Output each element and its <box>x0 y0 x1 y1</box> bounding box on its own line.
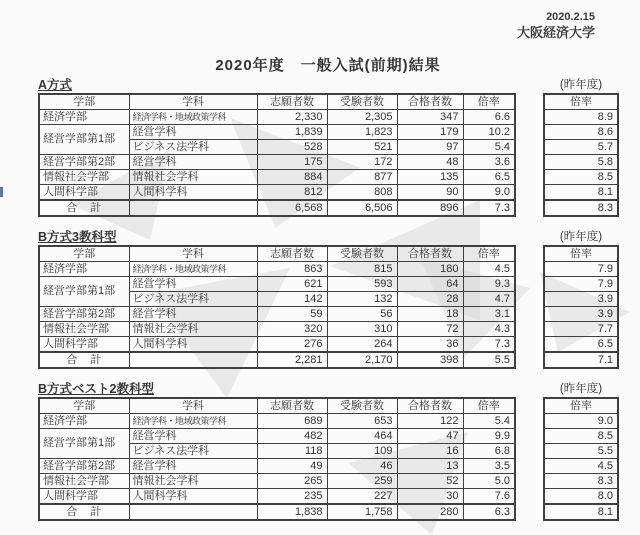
last-year-total: 8.1 <box>544 504 618 520</box>
faculty-cell: 情報社会学部 <box>39 322 129 337</box>
col-faculty: 学部 <box>39 94 129 110</box>
applicants-cell: 1,839 <box>257 125 327 140</box>
dept-cell: 情報社会学科 <box>129 474 257 489</box>
total-label: 合 計 <box>39 200 129 216</box>
examinees-cell: 56 <box>327 307 397 322</box>
accepted-cell: 13 <box>397 459 463 474</box>
page-title: 2020年度 一般入試(前期)結果 <box>215 57 441 74</box>
document-header <box>517 10 595 41</box>
table-row <box>544 277 618 292</box>
faculty-cell: 経済学部 <box>39 414 129 429</box>
table-row <box>39 155 515 170</box>
total-row <box>39 504 515 520</box>
faculty-cell: 情報社会学部 <box>39 474 129 489</box>
ratio-cell: 4.5 <box>463 262 515 277</box>
last-year-cell: 8.9 <box>544 110 618 125</box>
accepted-cell: 28 <box>397 292 463 307</box>
table-row <box>39 489 515 505</box>
applicants-cell: 2,330 <box>257 110 327 125</box>
ratio-cell: 6.6 <box>463 110 515 125</box>
accepted-cell: 64 <box>397 277 463 292</box>
university-name: 大阪経済大学 <box>516 25 595 40</box>
total-label: 合 計 <box>39 352 129 368</box>
faculty-cell: 経営学部第2部 <box>39 459 129 474</box>
total-row <box>544 352 618 368</box>
last-year-cell: 8.5 <box>544 429 618 444</box>
examinees-cell: 46 <box>327 459 397 474</box>
last-year-cell: 8.3 <box>544 474 618 489</box>
dept-cell: 経営学科 <box>129 429 257 444</box>
examinees-cell: 808 <box>327 185 397 201</box>
col-department: 学科 <box>129 398 257 414</box>
section-b2 <box>38 382 630 521</box>
table-row <box>39 307 515 322</box>
faculty-cell: 経済学部 <box>39 262 129 277</box>
last-year-cell: 7.7 <box>544 322 618 337</box>
accepted-cell: 30 <box>397 489 463 505</box>
table-row <box>39 474 515 489</box>
examinees-cell: 1,823 <box>327 125 397 140</box>
table-row <box>39 110 515 125</box>
table-row <box>39 277 515 292</box>
col-faculty: 学部 <box>39 246 129 262</box>
last-year-cell: 4.5 <box>544 459 618 474</box>
table-row <box>544 489 618 505</box>
table-row <box>39 322 515 337</box>
applicants-cell: 812 <box>257 185 327 201</box>
total-applicants: 6,568 <box>257 200 327 216</box>
accepted-cell: 135 <box>397 170 463 185</box>
table-row <box>544 125 618 140</box>
examinees-cell: 227 <box>327 489 397 505</box>
applicants-cell: 320 <box>257 322 327 337</box>
section-b3 <box>38 230 630 369</box>
last-year-total: 8.3 <box>544 200 618 216</box>
examinees-cell: 259 <box>327 474 397 489</box>
header-row <box>544 246 618 262</box>
accepted-cell: 180 <box>397 262 463 277</box>
applicants-cell: 235 <box>257 489 327 505</box>
section-a <box>38 78 630 217</box>
dept-cell: 経営学科 <box>129 307 257 322</box>
ratio-cell: 9.0 <box>463 185 515 201</box>
section-b3-title: B方式3教科型 <box>38 230 117 244</box>
last-year-label: (昨年度) <box>559 383 603 395</box>
table-row <box>39 185 515 201</box>
section-a-title: A方式 <box>38 78 73 92</box>
applicants-cell: 621 <box>257 277 327 292</box>
table-row <box>544 170 618 185</box>
examinees-cell: 264 <box>327 337 397 353</box>
examinees-cell: 109 <box>327 444 397 459</box>
col-ratio: 倍率 <box>463 94 515 110</box>
faculty-cell: 経営学部第2部 <box>39 307 129 322</box>
table-row <box>39 414 515 429</box>
applicants-cell: 59 <box>257 307 327 322</box>
applicants-cell: 689 <box>257 414 327 429</box>
last-year-label: (昨年度) <box>559 79 603 91</box>
last-year-cell: 8.6 <box>544 125 618 140</box>
faculty-cell: 人間科学部 <box>39 489 129 505</box>
table-row <box>544 322 618 337</box>
faculty-cell: 経営学部第1部 <box>39 429 129 459</box>
col-applicants: 志願者数 <box>257 246 327 262</box>
header-row <box>544 94 618 110</box>
dept-cell: 情報社会学科 <box>129 170 257 185</box>
last-year-cell: 5.5 <box>544 444 618 459</box>
dept-cell: 経営学科 <box>129 125 257 140</box>
dept-cell-empty <box>129 200 257 216</box>
applicants-cell: 49 <box>257 459 327 474</box>
col-last-year-ratio: 倍率 <box>544 398 618 414</box>
faculty-cell: 経済学部 <box>39 110 129 125</box>
accepted-cell: 18 <box>397 307 463 322</box>
accepted-cell: 47 <box>397 429 463 444</box>
header-row <box>39 246 515 262</box>
faculty-cell: 経営学部第1部 <box>39 277 129 307</box>
table-row <box>544 292 618 307</box>
examinees-cell: 877 <box>327 170 397 185</box>
col-examinees: 受験者数 <box>327 246 397 262</box>
table-row <box>544 429 618 444</box>
last-year-cell: 9.0 <box>544 414 618 429</box>
dept-cell: 経済学科・地域政策学科 <box>129 414 257 429</box>
accepted-cell: 122 <box>397 414 463 429</box>
total-applicants: 1,838 <box>257 504 327 520</box>
dept-cell: 経済学科・地域政策学科 <box>129 262 257 277</box>
applicants-cell: 528 <box>257 140 327 155</box>
table-row <box>544 414 618 429</box>
faculty-cell: 経営学部第1部 <box>39 125 129 155</box>
table-row <box>544 185 618 201</box>
last-year-cell: 7.9 <box>544 277 618 292</box>
dept-cell: 人間科学科 <box>129 185 257 201</box>
last-year-cell: 8.0 <box>544 489 618 505</box>
total-ratio: 5.5 <box>463 352 515 368</box>
applicants-cell: 482 <box>257 429 327 444</box>
dept-cell: 人間科学科 <box>129 489 257 505</box>
table-row <box>544 459 618 474</box>
table-row <box>544 262 618 277</box>
dept-cell: 経営学科 <box>129 459 257 474</box>
ratio-cell: 3.5 <box>463 459 515 474</box>
header-row <box>39 94 515 110</box>
dept-cell: 人間科学科 <box>129 337 257 353</box>
results-table-b3 <box>38 245 516 369</box>
date-text: 2020.2.15 <box>546 11 595 23</box>
accepted-cell: 52 <box>397 474 463 489</box>
accepted-cell: 16 <box>397 444 463 459</box>
ratio-cell: 9.3 <box>463 277 515 292</box>
table-row <box>39 459 515 474</box>
last-year-cell: 5.7 <box>544 140 618 155</box>
faculty-cell: 人間科学部 <box>39 337 129 353</box>
table-row <box>544 110 618 125</box>
applicants-cell: 884 <box>257 170 327 185</box>
table-row <box>544 474 618 489</box>
dept-cell: ビジネス法学科 <box>129 292 257 307</box>
ratio-cell: 4.3 <box>463 322 515 337</box>
applicants-cell: 863 <box>257 262 327 277</box>
examinees-cell: 593 <box>327 277 397 292</box>
examinees-cell: 653 <box>327 414 397 429</box>
table-row <box>39 170 515 185</box>
dept-cell: 情報社会学科 <box>129 322 257 337</box>
col-accepted: 合格者数 <box>397 94 463 110</box>
table-row <box>39 125 515 140</box>
dept-cell-empty <box>129 352 257 368</box>
header-row <box>544 398 618 414</box>
col-examinees: 受験者数 <box>327 398 397 414</box>
faculty-cell: 情報社会学部 <box>39 170 129 185</box>
table-row <box>39 337 515 353</box>
dept-cell: ビジネス法学科 <box>129 140 257 155</box>
total-examinees: 1,758 <box>327 504 397 520</box>
total-row <box>544 504 618 520</box>
last-year-cell: 7.9 <box>544 262 618 277</box>
accepted-cell: 179 <box>397 125 463 140</box>
results-table-b2 <box>38 397 516 521</box>
last-year-cell: 8.5 <box>544 170 618 185</box>
applicants-cell: 142 <box>257 292 327 307</box>
col-last-year-ratio: 倍率 <box>544 246 618 262</box>
dept-cell: 経営学科 <box>129 155 257 170</box>
accepted-cell: 97 <box>397 140 463 155</box>
total-row <box>544 200 618 216</box>
table-row <box>39 429 515 444</box>
total-accepted: 280 <box>397 504 463 520</box>
last-year-total: 7.1 <box>544 352 618 368</box>
ratio-cell: 10.2 <box>463 125 515 140</box>
col-last-year-ratio: 倍率 <box>544 94 618 110</box>
col-ratio: 倍率 <box>463 246 515 262</box>
dept-cell: ビジネス法学科 <box>129 444 257 459</box>
applicants-cell: 118 <box>257 444 327 459</box>
total-row <box>39 352 515 368</box>
accepted-cell: 72 <box>397 322 463 337</box>
total-row <box>39 200 515 216</box>
last-year-label: (昨年度) <box>559 231 603 243</box>
accepted-cell: 48 <box>397 155 463 170</box>
total-examinees: 2,170 <box>327 352 397 368</box>
col-applicants: 志願者数 <box>257 94 327 110</box>
examinees-cell: 132 <box>327 292 397 307</box>
table-row <box>544 307 618 322</box>
examinees-cell: 172 <box>327 155 397 170</box>
dept-cell: 経済学科・地域政策学科 <box>129 110 257 125</box>
last-year-table-b3 <box>543 245 619 369</box>
last-year-cell: 3.9 <box>544 307 618 322</box>
last-year-table-a <box>543 93 619 217</box>
ratio-cell: 3.1 <box>463 307 515 322</box>
examinees-cell: 521 <box>327 140 397 155</box>
applicants-cell: 265 <box>257 474 327 489</box>
examinees-cell: 2,305 <box>327 110 397 125</box>
col-examinees: 受験者数 <box>327 94 397 110</box>
total-examinees: 6,506 <box>327 200 397 216</box>
ratio-cell: 3.6 <box>463 155 515 170</box>
col-department: 学科 <box>129 94 257 110</box>
accepted-cell: 347 <box>397 110 463 125</box>
col-faculty: 学部 <box>39 398 129 414</box>
dept-cell: 経営学科 <box>129 277 257 292</box>
ratio-cell: 5.4 <box>463 140 515 155</box>
examinees-cell: 310 <box>327 322 397 337</box>
accepted-cell: 90 <box>397 185 463 201</box>
ratio-cell: 5.4 <box>463 414 515 429</box>
last-year-cell: 5.8 <box>544 155 618 170</box>
ratio-cell: 6.5 <box>463 170 515 185</box>
last-year-cell: 8.1 <box>544 185 618 201</box>
examinees-cell: 815 <box>327 262 397 277</box>
col-accepted: 合格者数 <box>397 398 463 414</box>
col-accepted: 合格者数 <box>397 246 463 262</box>
last-year-cell: 6.5 <box>544 337 618 353</box>
faculty-cell: 経営学部第2部 <box>39 155 129 170</box>
ratio-cell: 4.7 <box>463 292 515 307</box>
col-applicants: 志願者数 <box>257 398 327 414</box>
table-row <box>39 262 515 277</box>
total-ratio: 6.3 <box>463 504 515 520</box>
total-ratio: 7.3 <box>463 200 515 216</box>
table-row <box>544 444 618 459</box>
section-b2-title: B方式ベスト2教科型 <box>38 382 154 396</box>
accepted-cell: 36 <box>397 337 463 353</box>
faculty-cell: 人間科学部 <box>39 185 129 201</box>
ratio-cell: 6.8 <box>463 444 515 459</box>
edge-artifact <box>0 187 3 197</box>
table-row <box>544 337 618 353</box>
last-year-cell: 3.9 <box>544 292 618 307</box>
last-year-table-b2 <box>543 397 619 521</box>
applicants-cell: 175 <box>257 155 327 170</box>
ratio-cell: 7.6 <box>463 489 515 505</box>
results-table-a <box>38 93 516 217</box>
dept-cell-empty <box>129 504 257 520</box>
examinees-cell: 464 <box>327 429 397 444</box>
total-label: 合 計 <box>39 504 129 520</box>
ratio-cell: 5.0 <box>463 474 515 489</box>
col-ratio: 倍率 <box>463 398 515 414</box>
total-applicants: 2,281 <box>257 352 327 368</box>
table-row <box>544 140 618 155</box>
ratio-cell: 7.3 <box>463 337 515 353</box>
ratio-cell: 9.9 <box>463 429 515 444</box>
col-department: 学科 <box>129 246 257 262</box>
total-accepted: 398 <box>397 352 463 368</box>
header-row <box>39 398 515 414</box>
applicants-cell: 276 <box>257 337 327 353</box>
table-row <box>544 155 618 170</box>
total-accepted: 896 <box>397 200 463 216</box>
